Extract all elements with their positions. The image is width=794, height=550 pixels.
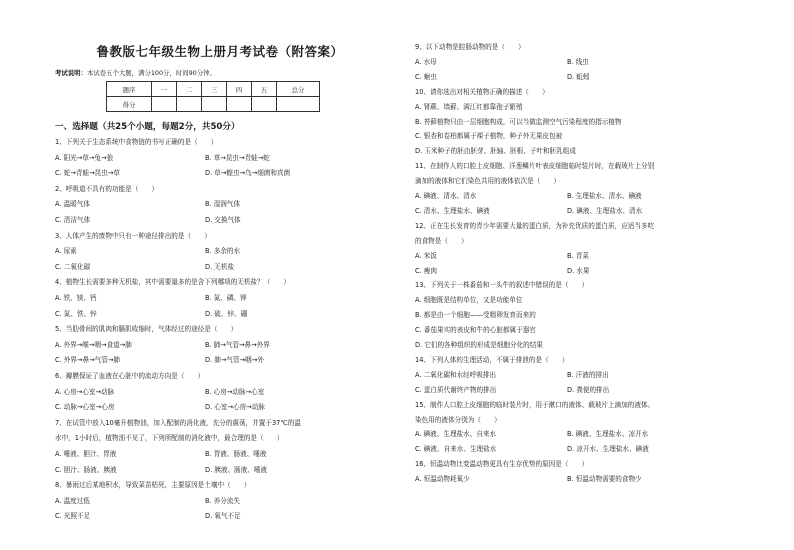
score-header-cell: 总分 bbox=[277, 82, 320, 97]
question-option: B. 青菜 bbox=[567, 251, 589, 260]
question-option: D. 蚯蚓 bbox=[567, 72, 590, 81]
question-option: B. 心房→动脉→心室 bbox=[205, 387, 265, 396]
question-option: B. 胃液、肠液、唾液 bbox=[205, 450, 267, 458]
question-option: A. 尿素 bbox=[55, 247, 77, 256]
question-option: D. 硫、锌、硼 bbox=[205, 309, 248, 318]
question-option: C. 蛇→青蛙→昆虫→草 bbox=[55, 169, 120, 178]
question-option: D. 凉开水、生理盐水、碘液 bbox=[567, 445, 649, 454]
question-option: A. 阳光→草→兔→狼 bbox=[55, 153, 114, 162]
question-stem: 3、人体产生的废物中只有一种途径排出的是（ ） bbox=[55, 231, 211, 240]
question-option: A. 温度过低 bbox=[55, 496, 90, 505]
score-table bbox=[106, 81, 320, 112]
question-option: B. 汗液的排出 bbox=[567, 370, 609, 379]
question-stem: 7、在试管中放入10毫升植物油，加入配制的消化液，充分的震荡，并置于37℃的温 bbox=[55, 418, 301, 427]
score-input-cell[interactable] bbox=[202, 97, 227, 112]
question-option: B. 都是由一个细胞——受精卵发育而来的 bbox=[415, 311, 536, 320]
question-stem: 4、植物生长需要多种无机盐，其中需要量多的是含下列哪项的无机盐？（ ） bbox=[55, 278, 290, 287]
question-stem: 9、以下动物是腔肠动物的是（ ） bbox=[415, 43, 525, 51]
question-stem-cont: 水中，1小时后，植物油不见了，下列所配制的消化液中，最合理的是（ ） bbox=[55, 434, 284, 443]
question-option: A. 唾液、胆汁、胃液 bbox=[55, 450, 117, 458]
score-header-cell: 五 bbox=[252, 82, 277, 97]
notice-label: 考试说明： bbox=[55, 69, 87, 77]
score-input-cell[interactable] bbox=[177, 97, 202, 112]
question-option: C. 二氧化碳 bbox=[55, 262, 91, 271]
question-option: D. 它们的各种组织的形成是细胞分化的结果 bbox=[415, 341, 543, 349]
score-header-cell: 二 bbox=[177, 82, 202, 97]
score-header-cell: 一 bbox=[152, 82, 177, 97]
question-option: B. 恒温动物需要的食物少 bbox=[567, 475, 642, 484]
question-option: B. 多余的水 bbox=[205, 247, 241, 256]
score-header-row bbox=[107, 82, 320, 97]
question-option: D. 水果 bbox=[567, 266, 590, 275]
question-option: C. 蛋白质代谢终产物的排出 bbox=[415, 385, 497, 394]
question-option: A. 水母 bbox=[415, 57, 437, 66]
question-option: D. 无机盐 bbox=[205, 262, 235, 271]
question-option: D. 玉米种子的胚由胚芽、胚轴、胚根、子叶和胚乳组成 bbox=[415, 147, 576, 156]
question-option: C. 氮、铁、锌 bbox=[55, 309, 97, 318]
question-stem: 15、制作人口腔上皮细胞的临时装片时，用于漱口的液体、载玻片上滴加的液体、 bbox=[415, 400, 655, 409]
notice-text: 本试卷五个大题，满分100分，时间90分钟。 bbox=[86, 69, 216, 77]
question-stem: 10、请你选出对相关植物正确的描述（ ） bbox=[415, 87, 549, 96]
question-stem: 6、瓣膜保证了血液在心脏中的流动方向是（ ） bbox=[55, 372, 205, 380]
question-stem: 16、恒温动物比变温动物更具有生存优势的原因是（ ） bbox=[415, 460, 589, 469]
question-option: A. 细胞既是结构单位，又是功能单位 bbox=[415, 296, 523, 305]
question-option: A. 恒温动物耗氧少 bbox=[415, 475, 470, 484]
question-stem: 1、下列关于生态系统中食物链的书写正确的是（ ） bbox=[55, 138, 218, 146]
question-option: D. 肺→气管→咽→外 bbox=[205, 356, 264, 365]
question-option: D. 氧气不足 bbox=[205, 512, 241, 521]
question-option: B. 线虫 bbox=[567, 57, 589, 66]
question-option: B. 草→昆虫→青蛙→蛇 bbox=[205, 153, 270, 162]
question-option: B. 苔藓植物只由一层细胞构成，可以当做监测空气污染程度的指示植物 bbox=[415, 117, 622, 126]
question-option: A. 米饭 bbox=[415, 251, 437, 260]
question-stem: 12、正在生长发育的青少年需要大量的蛋白质，为补充优质的蛋白质，应适当多吃 bbox=[415, 221, 655, 230]
question-stem: 8、暴雨过后某地积水，导致菜苗枯死，主要原因是土壤中（ ） bbox=[55, 481, 251, 490]
question-option: B. 养分流失 bbox=[205, 496, 241, 505]
score-input-cell[interactable] bbox=[252, 97, 277, 112]
question-option: C. 外界→鼻→气管→肺 bbox=[55, 356, 120, 365]
question-option: B. 肺→气管→鼻→外界 bbox=[205, 340, 270, 349]
score-header-cell: 题序 bbox=[107, 82, 152, 97]
question-option: B. 生理盐水、清水、碘液 bbox=[567, 192, 642, 200]
question-option: C. 胆汁、肠液、胰液 bbox=[55, 465, 117, 474]
question-option: C. 光照不足 bbox=[55, 512, 91, 521]
question-option: B. 碘液、生理盐水、凉开水 bbox=[567, 430, 649, 439]
score-header-cell: 四 bbox=[227, 82, 252, 97]
exam-notice bbox=[55, 68, 385, 77]
question-option: D. 草→蝗虫→鸟→细菌和真菌 bbox=[205, 169, 291, 178]
score-row-label: 得分 bbox=[107, 97, 152, 112]
section-heading: 一、选择题（共25个小题，每题2分，共50分） bbox=[55, 122, 240, 132]
score-input-cell[interactable] bbox=[277, 97, 320, 112]
question-option: B. 湿润气体 bbox=[205, 200, 241, 209]
question-option: C. 清洁气体 bbox=[55, 216, 91, 224]
question-option: A. 碘液、清水、清水 bbox=[415, 192, 477, 200]
question-option: C. 动脉→心室→心房 bbox=[55, 403, 115, 412]
question-option: D. 碘液、生理盐水、清水 bbox=[567, 206, 643, 215]
question-option: D. 交换气体 bbox=[205, 216, 241, 224]
question-option: A. 心房→心室→动脉 bbox=[55, 387, 115, 396]
question-option: B. 氮、磷、钾 bbox=[205, 294, 247, 302]
question-option: D. 粪便的排出 bbox=[567, 385, 610, 394]
question-option: D. 心室→心房→动脉 bbox=[205, 403, 265, 412]
question-option: C. 番茄果实的表皮和牛的心脏都属于器官 bbox=[415, 326, 536, 335]
question-option: C. 碘液、自来水、生理盐水 bbox=[415, 445, 497, 454]
question-stem-cont: 的食物是（ ） bbox=[415, 236, 468, 245]
page-title: 鲁教版七年级生物上册月考试卷（附答案） bbox=[96, 44, 344, 59]
question-option: C. 蛔虫 bbox=[415, 72, 437, 81]
question-option: A. 温暖气体 bbox=[55, 200, 90, 209]
question-stem: 5、当肋骨间的肌肉和膈肌收缩时，气体经过的途径是（ ） bbox=[55, 325, 238, 334]
question-option: A. 外界→喉→咽→食道→肺 bbox=[55, 340, 132, 349]
score-header-cell: 三 bbox=[202, 82, 227, 97]
question-option: A. 肾蕨、墙藓、满江红都靠孢子繁殖 bbox=[415, 102, 523, 111]
question-option: C. 瘦肉 bbox=[415, 266, 437, 275]
score-input-cell[interactable] bbox=[152, 97, 177, 112]
score-value-row bbox=[107, 97, 320, 112]
question-option: A. 碘液、生理盐水、自来水 bbox=[415, 430, 497, 439]
question-option: C. 银杏和卷柏都属于裸子植物，种子外无果皮包被 bbox=[415, 132, 563, 141]
question-stem: 2、呼吸道不具有的功能是（ ） bbox=[55, 184, 159, 193]
question-option: A. 二氧化碳和水经呼吸排出 bbox=[415, 370, 497, 379]
question-option: C. 清水、生理盐水、碘液 bbox=[415, 206, 490, 215]
question-stem: 11、在制作人的口腔上皮细胞、洋葱鳞片叶表皮细胞临时装片时，在载玻片上分别 bbox=[415, 162, 655, 171]
question-stem-cont: 染色用的液体分别为（ ） bbox=[415, 415, 501, 424]
question-option: A. 铁、镁、钙 bbox=[55, 294, 97, 302]
question-stem-cont: 滴加的液体和它们染色共用的液体依次是（ ） bbox=[415, 177, 561, 186]
question-stem: 13、下列关于一株番茄和一头牛的叙述中错误的是（ ） bbox=[415, 281, 589, 290]
question-option: D. 胰液、肠液、唾液 bbox=[205, 465, 268, 474]
score-input-cell[interactable] bbox=[227, 97, 252, 112]
question-stem: 14、下列人体的生理活动，不属于排泄的是（ ） bbox=[415, 355, 569, 364]
